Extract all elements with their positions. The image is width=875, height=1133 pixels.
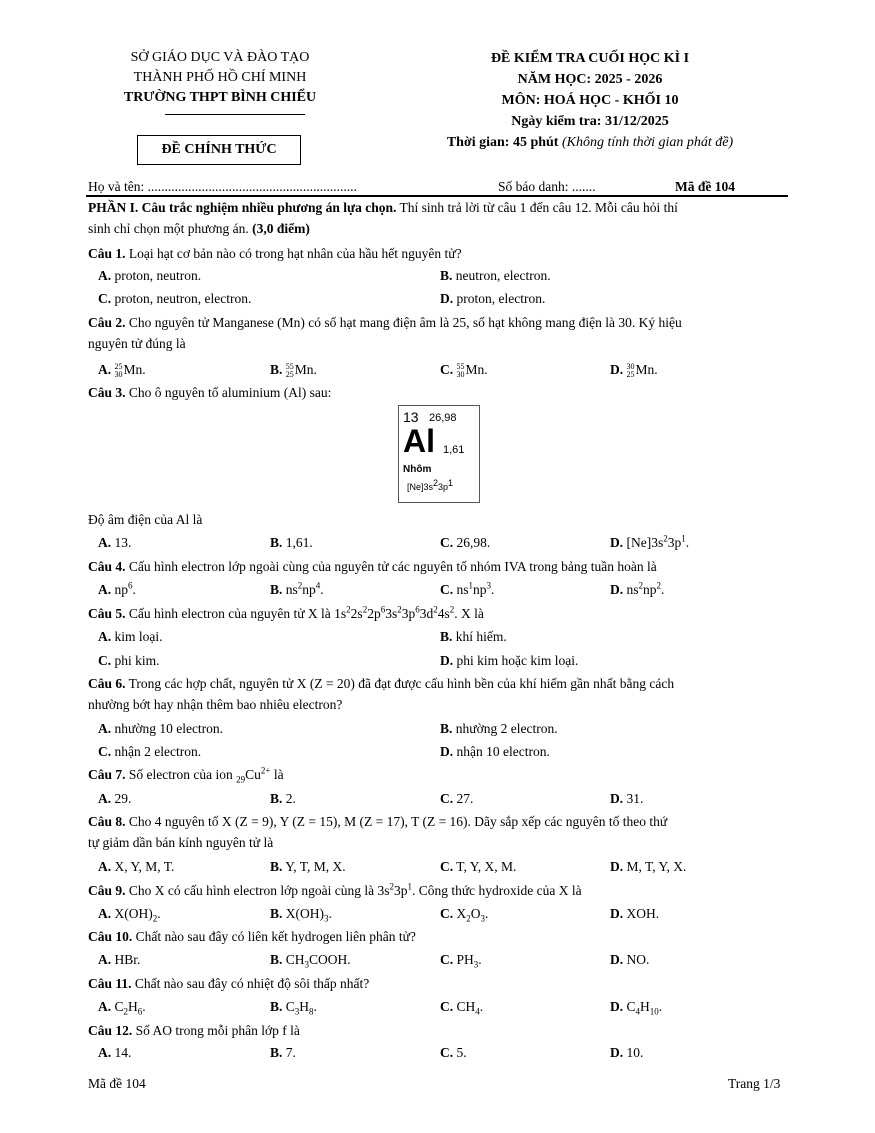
exam-code: Mã đề 104	[675, 179, 735, 194]
question-8: Câu 8. Cho 4 nguyên tố X (Z = 9), Y (Z = 15), M (Z = 17), T (Z = 16). Dãy sắp xếp các nguyên tố theo thứ tự giảm dần bán kính nguyên tử là	[88, 814, 668, 850]
candidate-name: Họ và tên: ..............................................................	[88, 179, 357, 194]
exam-date: Ngày kiểm tra: 31/12/2025	[511, 114, 669, 129]
q7-option-d[interactable]: D. 31.	[610, 791, 644, 806]
header-left	[85, 48, 355, 108]
footer-page-number: Trang 1/3	[728, 1076, 781, 1091]
q10-option-b[interactable]: B. $CH_3COOH$.	[270, 952, 351, 970]
q7-option-b[interactable]: B. 2.	[270, 791, 296, 806]
q5-option-b[interactable]: B. khí hiếm.	[440, 629, 507, 644]
q10-option-d[interactable]: D. NO.	[610, 952, 650, 967]
q8-option-b[interactable]: B. Y, T, M, X.	[270, 859, 346, 874]
q4-option-a[interactable]: A. $np^6$.	[98, 580, 136, 597]
q11-option-b[interactable]: B. $C_3H_8$.	[270, 999, 317, 1017]
city: THÀNH PHỐ HỒ CHÍ MINH	[133, 70, 307, 85]
q12-option-d[interactable]: D. 10.	[610, 1045, 644, 1060]
q12-option-c[interactable]: C. 5.	[440, 1045, 467, 1060]
q11-option-d[interactable]: D. $C_4H_{10}$.	[610, 999, 663, 1017]
q12-option-b[interactable]: B. 7.	[270, 1045, 296, 1060]
question-10: Câu 10. Chất nào sau đây có liên kết hydrogen liên phân tử?	[88, 929, 416, 944]
question-9: Câu 9. Cho X có cấu hình electron lớp ngoài cùng là $3s^23p^1$. Công thức hydroxide của X là	[88, 881, 582, 898]
q11-option-c[interactable]: C. $CH_4$.	[440, 999, 484, 1017]
q2-option-c[interactable]: C. 55 30 Mn.	[440, 361, 488, 379]
q1-option-a[interactable]: A. proton, neutron.	[98, 268, 202, 283]
q6-option-a[interactable]: A. nhường 10 electron.	[98, 721, 224, 736]
school: TRƯỜNG THPT BÌNH CHIỂU	[123, 90, 317, 105]
atomic-number: 13	[403, 409, 419, 425]
q1-option-c[interactable]: C. proton, neutron, electron.	[98, 291, 252, 306]
q8-option-c[interactable]: C. T, Y, X, M.	[440, 859, 517, 874]
element-tile-aluminium	[398, 405, 480, 503]
question-3-prompt: Độ âm điện của Al là	[88, 512, 203, 527]
q3-option-b[interactable]: B. 1,61.	[270, 535, 313, 550]
q2-option-d[interactable]: D. 30 25 Mn.	[610, 361, 658, 379]
question-2: Câu 2. Cho nguyên tử Manganese (Mn) có số hạt mang điện âm là 25, số hạt không mang điện là 30. Ký hiệu nguyên tử đúng là	[88, 315, 682, 351]
q3-option-c[interactable]: C. 26,98.	[440, 535, 491, 550]
q8-option-a[interactable]: A. X, Y, M, T.	[98, 859, 175, 874]
electron-config: $[Ne]3s^23p^1$	[407, 478, 454, 492]
q2-option-a[interactable]: A. 25 30 Mn.	[98, 361, 146, 379]
q11-option-a[interactable]: A. $C_2H_6$.	[98, 999, 146, 1017]
q6-option-c[interactable]: C. nhận 2 electron.	[98, 744, 202, 759]
candidate-row	[88, 177, 785, 196]
question-5: Câu 5. Cấu hình electron của nguyên tử X là $1s^22s^22p^63s^23p^63d^24s^2$. X là	[88, 604, 484, 621]
q9-option-a[interactable]: A. $X(OH)_2$.	[98, 906, 161, 924]
q7-option-c[interactable]: C. 27.	[440, 791, 474, 806]
question-6: Câu 6. Trong các hợp chất, nguyên tử X (Z = 20) đã đạt được cấu hình bền của khí hiếm gần nhất bằng cách nhường bớt hay nhận thêm bao nhiêu electron?	[88, 676, 675, 712]
question-1: Câu 1. Loại hạt cơ bản nào có trong hạt nhân của hầu hết nguyên tử?	[88, 246, 462, 261]
q3-option-d[interactable]: D. $[Ne]3s^23p^1$.	[610, 533, 690, 550]
q4-option-d[interactable]: D. $ns^2np^2$.	[610, 580, 665, 597]
exam-title: ĐỀ KIỂM TRA CUỐI HỌC KÌ I	[490, 51, 690, 66]
q3-option-a[interactable]: A. 13.	[98, 535, 132, 550]
q1-option-b[interactable]: B. neutron, electron.	[440, 268, 551, 283]
q7-option-a[interactable]: A. 29.	[98, 791, 132, 806]
official-badge: ĐỀ CHÍNH THỨC	[137, 135, 301, 165]
q9-option-b[interactable]: B. $X(OH)_3$.	[270, 906, 332, 924]
q9-option-c[interactable]: C. $X_2O_3$.	[440, 906, 489, 924]
school-year: NĂM HỌC: 2025 - 2026	[517, 72, 663, 87]
department: SỞ GIÁO DỤC VÀ ĐÀO TẠO	[130, 50, 310, 65]
question-11: Câu 11. Chất nào sau đây có nhiệt độ sôi thấp nhất?	[88, 976, 370, 991]
q8-option-d[interactable]: D. M, T, Y, X.	[610, 859, 687, 874]
q9-option-d[interactable]: D. XOH.	[610, 906, 660, 921]
element-name: Nhôm	[403, 464, 432, 475]
q6-option-b[interactable]: B. nhường 2 electron.	[440, 721, 558, 736]
atomic-mass: 26,98	[429, 412, 457, 424]
q10-option-c[interactable]: C. $PH_3$.	[440, 952, 482, 970]
q6-option-d[interactable]: D. nhận 10 electron.	[440, 744, 550, 759]
exam-time: Thời gian: 45 phút (Không tính thời gian phát đề)	[446, 135, 734, 150]
q4-option-c[interactable]: C. $ns^1np^3$.	[440, 580, 495, 597]
header-divider	[165, 114, 305, 115]
q2-option-b[interactable]: B. 55 25 Mn.	[270, 361, 317, 379]
q10-option-a[interactable]: A. HBr.	[98, 952, 141, 967]
footer-exam-code: Mã đề 104	[88, 1076, 146, 1091]
q12-option-a[interactable]: A. 14.	[98, 1045, 132, 1060]
header-right	[400, 48, 780, 153]
q4-option-b[interactable]: B. $ns^2np^4$.	[270, 580, 324, 597]
q5-option-a[interactable]: A. kim loại.	[98, 629, 163, 644]
question-7: Câu 7. Số electron của ion $_{29}Cu^{2+}$ là	[88, 765, 284, 785]
subject: MÔN: HOÁ HỌC - KHỐI 10	[501, 93, 679, 108]
question-4: Câu 4. Cấu hình electron lớp ngoài cùng của nguyên tử các nguyên tố nhóm IVA trong bảng tuần hoàn là	[88, 559, 657, 574]
question-3: Câu 3. Cho ô nguyên tố aluminium (Al) sau:	[88, 385, 332, 400]
q5-option-c[interactable]: C. phi kim.	[98, 653, 160, 668]
electronegativity: 1,61	[443, 444, 465, 456]
part1-heading: PHẦN I. Câu trắc nghiệm nhiều phương án lựa chọn. Thí sinh trả lời từ câu 1 đến câu 12. Mỗi câu hỏi thí sinh chỉ chọn một phương án. (3,0 điểm)	[88, 200, 678, 236]
question-12: Câu 12. Số AO trong mỗi phân lớp f là	[88, 1023, 300, 1038]
candidate-id: Số báo danh: .......	[498, 179, 596, 194]
q1-option-d[interactable]: D. proton, electron.	[440, 291, 546, 306]
q5-option-d[interactable]: D. phi kim hoặc kim loại.	[440, 653, 579, 668]
element-symbol: Al	[403, 423, 435, 459]
